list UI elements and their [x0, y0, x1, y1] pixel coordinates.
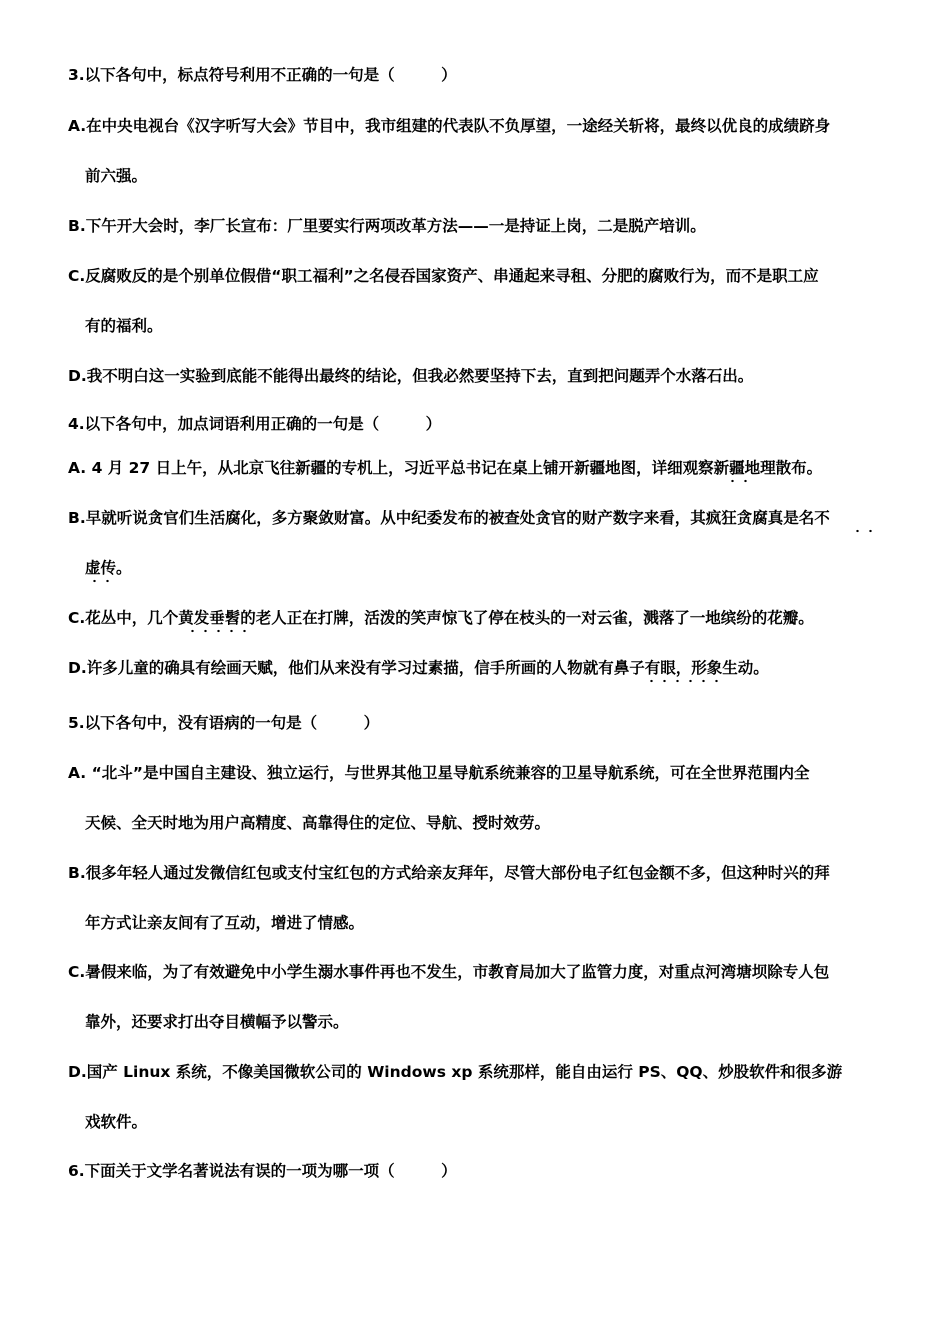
- question-5-option-b-continued: 年方式让亲友间有了互动，增进了情感。: [85, 914, 365, 932]
- question-5-option-c-continued: 靠外，还要求打出夺目横幅予以警示。: [85, 1013, 349, 1031]
- question-3-option-c: C.反腐败反的是个别单位假借“职工福利”之名侵吞国家资产、串通起来寻租、分肥的腐败行为，而不是职工应: [68, 267, 819, 285]
- question-6-stem: 6.下面关于文学名著说法有误的一项为哪一项（ ）: [68, 1162, 457, 1180]
- emphasis-dots-a: [726, 478, 752, 484]
- question-4-option-b-continued: 虚传。: [85, 559, 132, 577]
- question-5-option-d: D.国产 Linux 系统，不像美国微软公司的 Windows xp 系统那样，能自由运行 PS、QQ、炒股软件和很多游: [68, 1063, 843, 1081]
- question-5-option-a: A. “北斗”是中国自主建设、独立运行，与世界其他卫星导航系统兼容的卫星导航系统，可在全世界范围内全: [68, 764, 810, 782]
- question-5-option-a-continued: 天候、全天时地为用户高精度、高靠得住的定位、导航、授时效劳。: [85, 814, 551, 832]
- question-4-option-a: A. 4 月 27 日上午，从北京飞往新疆的专机上，习近平总书记在桌上铺开新疆地图，详细观察新疆地理散布。: [68, 459, 823, 477]
- question-5-option-c: C.暑假来临，为了有效避免中小学生溺水事件再也不发生，市教育局加大了监管力度，对重点河湾塘坝除专人包: [68, 963, 830, 981]
- question-3-stem: 3.以下各句中，标点符号利用不正确的一句是（ ）: [68, 66, 457, 84]
- emphasis-dots-b2: [88, 578, 114, 584]
- question-3-option-a: A.在中央电视台《汉字听写大会》节目中，我市组建的代表队不负厚望，一途经关斩将，最终以优良的成绩跻身: [68, 117, 831, 135]
- question-3-option-b: B.下午开大会时，李厂长宣布：厂里要实行两项改革方法——一是持证上岗，二是脱产培训。: [68, 217, 706, 235]
- emphasis-dots-b1: [851, 528, 881, 534]
- emphasis-dots-d: [645, 678, 720, 684]
- question-5-option-b: B.很多年轻人通过发微信红包或支付宝红包的方式给亲友拜年，尽管大部份电子红包金额不多，但这种时兴的拜: [68, 864, 830, 882]
- emphasis-dots-c: [186, 628, 246, 634]
- question-4-option-b: B.早就听说贪官们生活腐化，多方聚敛财富。从中纪委发布的被查处贪官的财产数字来看，其疯狂贪腐真是名不: [68, 509, 830, 527]
- question-5-option-d-continued: 戏软件。: [85, 1113, 148, 1131]
- question-4-option-c: C.花丛中，几个黄发垂髫的老人正在打牌，活泼的笑声惊飞了停在枝头的一对云雀，溅落了一地缤纷的花瓣。: [68, 609, 814, 627]
- question-3-option-d: D.我不明白这一实验到底能不能得出最终的结论，但我必然要坚持下去，直到把问题弄个水落石出。: [68, 367, 754, 385]
- question-4-option-d: D.许多儿童的确具有绘画天赋，他们从来没有学习过素描，信手所画的人物就有鼻子有眼，形象生动。: [68, 659, 769, 677]
- question-4-stem: 4.以下各句中，加点词语利用正确的一句是（ ）: [68, 415, 442, 433]
- question-3-option-c-continued: 有的福利。: [85, 317, 163, 335]
- question-5-stem: 5.以下各句中，没有语病的一句是（ ）: [68, 714, 380, 732]
- question-3-option-a-continued: 前六强。: [85, 167, 148, 185]
